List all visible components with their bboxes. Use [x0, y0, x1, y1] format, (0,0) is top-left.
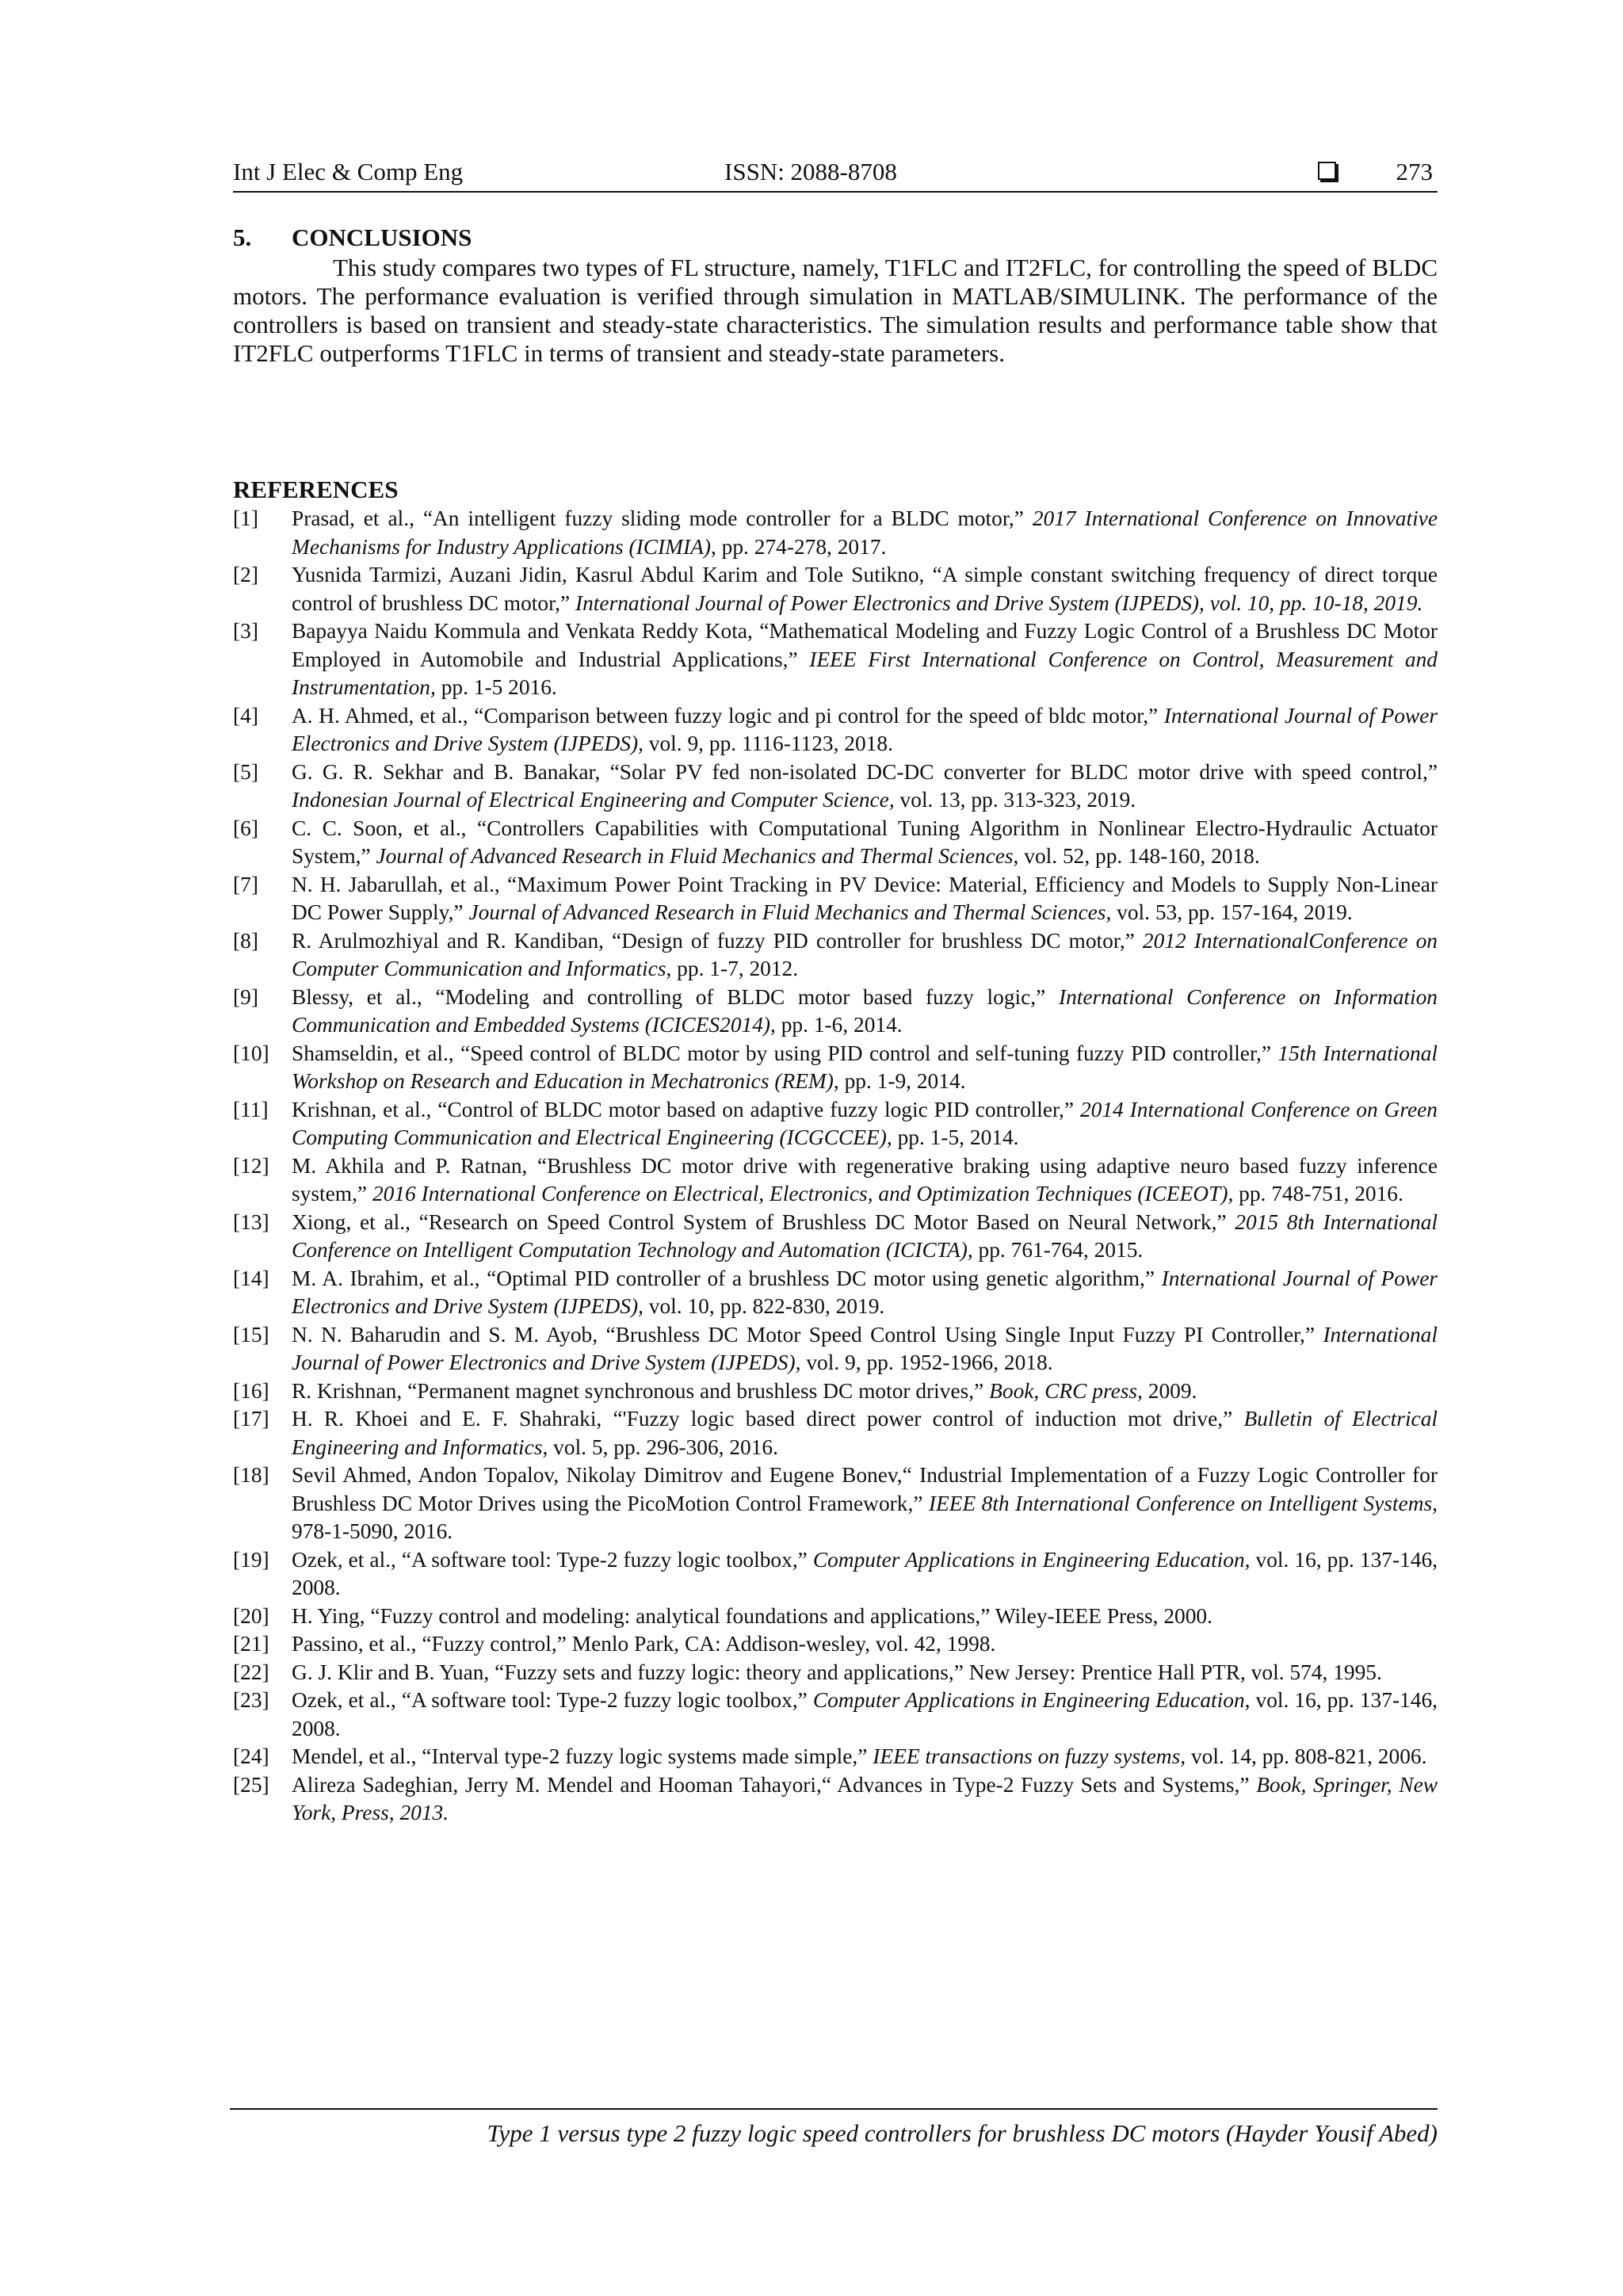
reference-details: pp. 1-5, 2014. — [892, 1125, 1019, 1149]
reference-number: [2] — [233, 563, 258, 586]
reference-source: Journal of Advanced Research in Fluid Mechanics and Thermal Sciences, — [468, 900, 1112, 924]
reference-details: , pp. 1-7, 2012. — [666, 957, 799, 980]
reference-source: Computer Applications in Engineering Education, — [812, 1547, 1251, 1572]
reference-source: International Journal of Power Electronics and Drive System (IJPEDS), — [292, 703, 1438, 755]
reference-source: IEEE First International Conference on Control, Measurement and Instrumentation, — [292, 647, 1438, 699]
reference-text: Blessy, et al., “Modeling and controlling of BLDC motor based fuzzy logic,” — [292, 984, 1059, 1009]
reference-item — [233, 561, 1438, 617]
reference-number: [19] — [233, 1547, 269, 1572]
header-rule — [233, 191, 1438, 193]
reference-source: International Journal of Power Electronics and Drive System (IJPEDS), — [292, 1266, 1438, 1318]
reference-text: Krishnan, et al., “Control of BLDC motor based on adaptive fuzzy logic PID controller,” — [292, 1097, 1080, 1121]
reference-details: vol. 14, pp. 808-821, 2006. — [1186, 1744, 1427, 1768]
reference-item — [233, 1630, 1438, 1659]
reference-text: Ozek, et al., “A software tool: Type-2 fuzzy logic toolbox,” — [292, 1688, 813, 1712]
reference-details: , vol. 16, pp. 137-146, 2008. — [292, 1688, 1438, 1740]
section-number: 5. — [233, 223, 252, 251]
reference-details: , pp. 1-6, 2014. — [770, 1013, 903, 1037]
reference-number: [11] — [233, 1097, 269, 1121]
reference-number: [21] — [233, 1632, 269, 1656]
reference-source: 15th International Workshop on Research and Education in Mechatronics (REM) — [292, 1041, 1438, 1093]
reference-details: vol. 16, pp. 137-146, 2008. — [292, 1547, 1438, 1599]
reference-item — [233, 984, 1438, 1040]
running-footer: Type 1 versus type 2 fuzzy logic speed controllers for brushless DC motors (Hayder Yousif Abed) — [487, 2119, 1438, 2147]
reference-number: [17] — [233, 1407, 269, 1431]
reference-number: [6] — [233, 816, 258, 840]
reference-item — [233, 1209, 1438, 1265]
reference-number: [16] — [233, 1378, 269, 1403]
reference-details: , 978-1-5090, 2016. — [292, 1491, 1438, 1543]
references-heading: REFERENCES — [233, 476, 399, 503]
reference-number: [13] — [233, 1209, 269, 1234]
reference-item — [233, 1743, 1438, 1771]
reference-source: IEEE transactions on fuzzy systems, — [873, 1744, 1186, 1768]
reference-details: pp. 1-5 2016. — [435, 675, 557, 699]
reference-details: pp. 761-764, 2015. — [972, 1238, 1144, 1262]
reference-text: N. H. Jabarullah, et al., “Maximum Power Point Tracking in PV Device: Material, Efficiency and Models to Supply Non-Linear DC Power Supply,” — [292, 872, 1438, 924]
reference-details: vol. 53, pp. 157-164, 2019. — [1111, 900, 1353, 924]
reference-source: International Journal of Power Electronics and Drive System (IJPEDS), — [292, 1322, 1438, 1374]
reference-item — [233, 1659, 1438, 1687]
footer-rule — [230, 2108, 1438, 2110]
reference-number: [12] — [233, 1153, 269, 1178]
reference-text: R. Arulmozhiyal and R. Kandiban, “Design of fuzzy PID controller for brushless DC motor,” — [292, 928, 1143, 953]
reference-source: Bulletin of Electrical Engineering and Informatics — [292, 1407, 1438, 1459]
reference-text: Bapayya Naidu Kommula and Venkata Reddy Kota, “Mathematical Modeling and Fuzzy Logic Control of a Brushless DC Motor Employed in Automobile and Industrial Applications,” — [292, 619, 1438, 671]
reference-source: Book, CRC press — [989, 1378, 1138, 1403]
reference-item — [233, 1377, 1438, 1406]
reference-item — [233, 1461, 1438, 1546]
section-heading-conclusions — [233, 222, 472, 254]
reference-details: vol. 10, pp. 822-830, 2019. — [643, 1294, 885, 1318]
reference-number: [25] — [233, 1772, 269, 1797]
reference-number: [9] — [233, 984, 258, 1009]
reference-text: G. G. R. Sekhar and B. Banakar, “Solar PV fed non-isolated DC-DC converter for BLDC motor drive with speed control,” — [292, 759, 1438, 784]
reference-source: 2015 8th International Conference on Intelligent Computation Technology and Automation (ICICTA), — [292, 1209, 1438, 1262]
reference-text: C. C. Soon, et al., “Controllers Capabilities with Computational Tuning Algorithm in Nonlinear Electro-Hydraulic Actuator System,” — [292, 816, 1438, 868]
reference-item — [233, 1687, 1438, 1743]
reference-text: Ozek, et al., “A software tool: Type-2 fuzzy logic toolbox,” — [292, 1547, 813, 1572]
reference-item — [233, 1771, 1438, 1828]
reference-item — [233, 815, 1438, 871]
reference-details: , vol. 5, pp. 296-306, 2016. — [542, 1435, 778, 1459]
issn: ISSN: 2088-8708 — [724, 158, 897, 185]
journal-name: Int J Elec & Comp Eng — [233, 158, 464, 185]
reference-item — [233, 1096, 1438, 1152]
reference-number: [8] — [233, 928, 258, 953]
checkbox-square-icon — [1318, 162, 1336, 180]
reference-source: 2012 InternationalConference on Computer Communication and Informatics — [292, 928, 1438, 980]
reference-details: vol. 13, pp. 313-323, 2019. — [894, 788, 1136, 812]
page-number: 273 — [1396, 158, 1433, 185]
reference-text: R. Krishnan, “Permanent magnet synchronous and brushless DC motor drives,” — [292, 1378, 990, 1403]
conclusion-paragraph: This study compares two types of FL structure, namely, T1FLC and IT2FLC, for controlling the speed of BLDC motors. The performance evaluation is verified through simulation in MATLAB/SIMULINK. The performance of the controllers is based on transient and steady-state characteristics. The simulation results and performance table show that IT2FLC outperforms T1FLC in terms of transient and steady-state parameters. — [233, 254, 1438, 367]
reference-text: Xiong, et al., “Research on Speed Control System of Brushless DC Motor Based on Neural Network,” — [292, 1209, 1235, 1234]
reference-text: Sevil Ahmed, Andon Topalov, Nikolay Dimitrov and Eugene Bonev,“ Industrial Implementation of a Fuzzy Logic Controller for Brushless DC Motor Drives using the PicoMotion Control Framework,” — [292, 1463, 1438, 1515]
reference-list — [233, 505, 1438, 1828]
reference-text: A. H. Ahmed, et al., “Comparison between fuzzy logic and pi control for the speed of bldc motor,” — [292, 703, 1164, 728]
reference-source: 2016 International Conference on Electrical, Electronics, and Optimization Techniques (ICEEOT), — [372, 1182, 1234, 1205]
reference-item — [233, 702, 1438, 758]
reference-text: Passino, et al., “Fuzzy control,” Menlo Park, CA: Addison-wesley, vol. 42, 1998. — [292, 1632, 996, 1656]
reference-item — [233, 871, 1438, 927]
reference-item — [233, 1546, 1438, 1603]
reference-item — [233, 927, 1438, 984]
reference-number: [7] — [233, 872, 258, 896]
reference-text: Yusnida Tarmizi, Auzani Jidin, Kasrul Abdul Karim and Tole Sutikno, “A simple constant switching frequency of direct torque control of brushless DC motor,” — [292, 563, 1438, 615]
reference-number: [18] — [233, 1463, 269, 1487]
reference-text: Alireza Sadeghian, Jerry M. Mendel and Hooman Tahayori,“ Advances in Type-2 Fuzzy Sets and Systems,” — [292, 1772, 1257, 1797]
reference-text: M. Akhila and P. Ratnan, “Brushless DC motor drive with regenerative braking using adaptive neuro based fuzzy inference system,” — [292, 1153, 1438, 1205]
reference-source: Journal of Advanced Research in Fluid Mechanics and Thermal Sciences — [376, 844, 1014, 868]
reference-item — [233, 1265, 1438, 1321]
reference-text: G. J. Klir and B. Yuan, “Fuzzy sets and fuzzy logic: theory and applications,” New Jersey: Prentice Hall PTR, vol. 574, 1995. — [292, 1660, 1382, 1684]
reference-item — [233, 1603, 1438, 1631]
reference-source: Indonesian Journal of Electrical Engineering and Computer Science, — [292, 788, 895, 812]
reference-text: M. A. Ibrahim, et al., “Optimal PID controller of a brushless DC motor using genetic algorithm,” — [292, 1266, 1162, 1290]
reference-source: Book, Springer, New York, Press, 2013. — [292, 1772, 1438, 1824]
reference-number: [15] — [233, 1322, 269, 1347]
section-title: CONCLUSIONS — [292, 223, 472, 251]
reference-item — [233, 1040, 1438, 1096]
reference-item — [233, 1152, 1438, 1209]
reference-details: vol. 9, pp. 1952-1966, 2018. — [800, 1350, 1053, 1374]
reference-text: H. R. Khoei and E. F. Shahraki, “'Fuzzy logic based direct power control of induction mot drive,” — [292, 1407, 1244, 1431]
reference-details: , pp. 1-9, 2014. — [833, 1069, 966, 1093]
reference-details: , 2009. — [1137, 1378, 1197, 1403]
reference-details: pp. 748-751, 2016. — [1233, 1182, 1403, 1205]
reference-text: N. N. Baharudin and S. M. Ayob, “Brushless DC Motor Speed Control Using Single Input Fuzzy PI Controller,” — [292, 1322, 1323, 1347]
reference-number: [23] — [233, 1688, 269, 1712]
reference-number: [1] — [233, 506, 258, 530]
reference-source: Computer Applications in Engineering Education — [812, 1688, 1245, 1712]
reference-source: International Conference on Information Communication and Embedded Systems (ICICES2014) — [292, 984, 1438, 1037]
reference-number: [3] — [233, 619, 258, 643]
reference-text: Shamseldin, et al., “Speed control of BLDC motor by using PID control and self-tuning fuzzy PID controller,” — [292, 1041, 1278, 1065]
reference-number: [10] — [233, 1041, 269, 1065]
reference-source: 2014 International Conference on Green Computing Communication and Electrical Engineering (ICGCCEE), — [292, 1097, 1438, 1149]
reference-number: [24] — [233, 1744, 269, 1768]
reference-details: , vol. 52, pp. 148-160, 2018. — [1013, 844, 1260, 868]
reference-item — [233, 758, 1438, 815]
reference-number: [5] — [233, 759, 258, 784]
reference-source: International Journal of Power Electronics and Drive System (IJPEDS), vol. 10, pp. 10-18, 2019. — [575, 590, 1423, 615]
reference-details: , pp. 274-278, 2017. — [710, 534, 887, 559]
reference-number: [4] — [233, 703, 258, 728]
reference-item — [233, 1405, 1438, 1461]
reference-item — [233, 1321, 1438, 1377]
reference-details: vol. 9, pp. 1116-1123, 2018. — [643, 732, 893, 755]
reference-item — [233, 617, 1438, 702]
reference-number: [20] — [233, 1603, 269, 1628]
reference-number: [22] — [233, 1660, 269, 1684]
page-header — [233, 155, 1438, 189]
reference-item — [233, 505, 1438, 561]
reference-source: IEEE 8th International Conference on Intelligent Systems — [928, 1491, 1433, 1515]
reference-source: 2017 International Conference on Innovative Mechanisms for Industry Applications (ICIMIA) — [292, 506, 1438, 559]
reference-text: Prasad, et al., “An intelligent fuzzy sliding mode controller for a BLDC motor,” — [292, 506, 1033, 530]
reference-text: H. Ying, “Fuzzy control and modeling: analytical foundations and applications,” Wiley-IEEE Press, 2000. — [292, 1603, 1212, 1628]
reference-text: Mendel, et al., “Interval type-2 fuzzy logic systems made simple,” — [292, 1744, 873, 1768]
reference-number: [14] — [233, 1266, 269, 1290]
